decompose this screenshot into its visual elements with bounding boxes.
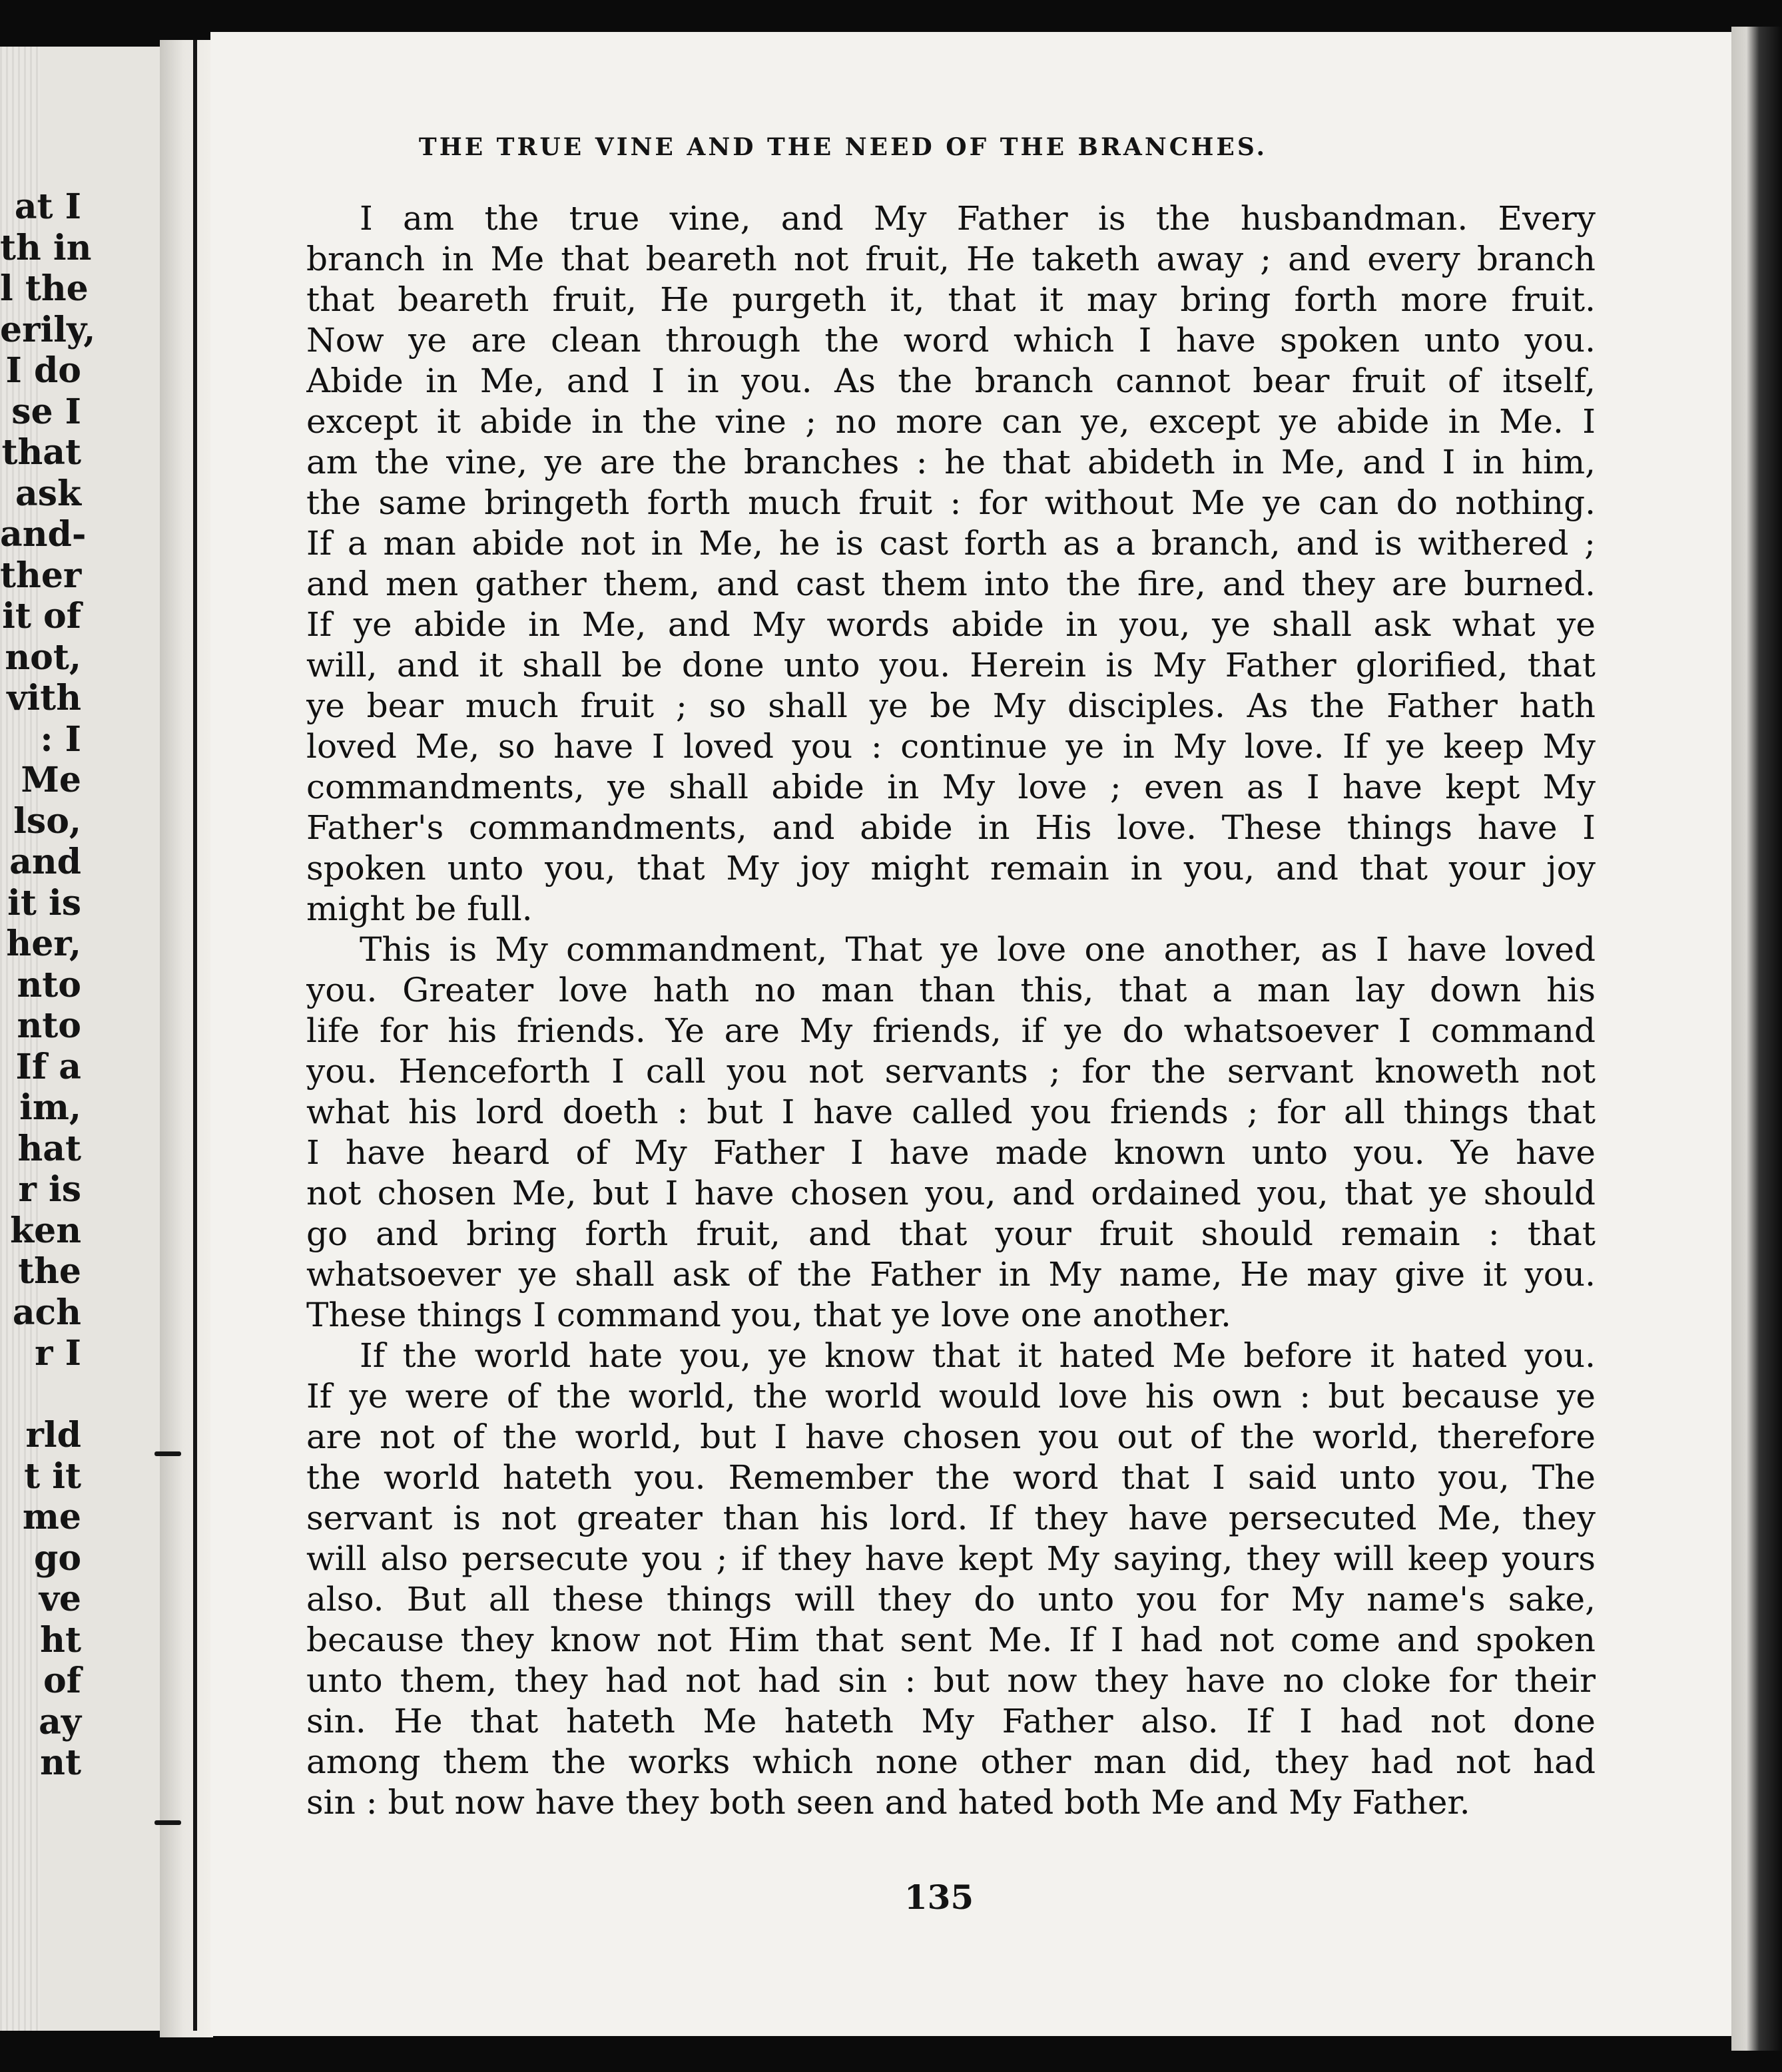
left-page-fragment: erily, [0,309,96,350]
left-page-fragment: im, [19,1087,81,1128]
right-page-edge [1731,27,1782,2051]
binding-mark-lower [154,1820,181,1825]
left-page-fragment: ken [10,1210,81,1251]
left-page-fragment: If a [15,1046,81,1087]
text-line: go and bring forth fruit, and that your fruit should remain : that [306,1214,1596,1253]
text-line: I have heard of My Father I have made known unto you. Ye have [306,1133,1596,1172]
text-line: These things I command you, that ye love one another. [306,1296,1231,1334]
binding-line [193,40,197,2031]
left-page-fragment: at I [14,186,81,227]
left-page-fragment: t it [24,1455,81,1497]
text-line: Father's commandments, and abide in His love. These things have I [306,808,1596,847]
left-page-fragment: lso, [13,800,81,842]
text-line: are not of the world, but I have chosen you out of the world, therefore [306,1418,1596,1456]
text-line: you. Henceforth I call you not servants ; for the servant knoweth not [306,1052,1596,1091]
left-page-fragment: nto [17,964,81,1005]
text-line: ye bear much fruit ; so shall ye be My disciples. As the Father hath [306,686,1596,725]
text-line: servant is not greater than his lord. If they have persecuted Me, they [306,1499,1596,1537]
left-page-fragment: r is [18,1169,81,1210]
left-page-fragment: ve [39,1579,81,1619]
left-page-fragment: hat [17,1128,81,1169]
left-page-fragment: me [22,1497,81,1537]
left-page-fragment: ther [0,555,82,596]
left-page-fragment: nt [40,1742,81,1783]
text-line: Abide in Me, and I in you. As the branch cannot bear fruit of itself, [306,362,1596,400]
text-line: sin. He that hateth Me hateth My Father also. If I had not done [306,1702,1596,1740]
text-line: because they know not Him that sent Me. If I had not come and spoken [306,1621,1596,1659]
text-line: also. But all these things will they do unto you for My name's sake, [306,1580,1596,1619]
left-page-fragment: rld [25,1415,81,1455]
left-facing-page [0,47,183,2031]
text-line: Now ye are clean through the word which I have spoken unto you. [306,321,1596,360]
text-line: loved Me, so have I loved you : continue ye in My love. If ye keep My [306,727,1596,766]
left-page-fragment: of [43,1661,81,1701]
text-line: among them the works which none other man did, they had not had [306,1742,1596,1781]
left-page-text-fragments [0,186,96,1784]
text-line: commandments, ye shall abide in My love ; even as I have kept My [306,768,1596,806]
text-line: If ye abide in Me, and My words abide in you, ye shall ask what ye [306,605,1596,644]
left-page-fragment: ht [40,1619,81,1661]
binding-mark-upper [154,1451,181,1456]
text-line: life for his friends. Ye are My friends, if ye do whatsoever I command [306,1011,1596,1050]
left-page-fragment: it of [2,596,81,637]
text-line: am the vine, ye are the branches : he that abideth in Me, and I in him, [306,443,1596,481]
text-line: sin : but now have they both seen and hated both Me and My Father. [306,1783,1470,1822]
text-line: will also persecute you ; if they have kept My saying, they will keep yours [306,1539,1596,1578]
text-line: branch in Me that beareth not fruit, He taketh away ; and every branch [306,240,1596,278]
text-line: will, and it shall be done unto you. Herein is My Father glorified, that [306,646,1596,684]
left-page-fragment: the [18,1251,81,1292]
left-page-fragment: it is [7,882,81,923]
text-line: what his lord doeth : but I have called you friends ; for all things that [306,1093,1596,1131]
left-page-fragment: nto [17,1005,81,1046]
text-line: I am the true vine, and My Father is the husbandman. Every [360,199,1596,238]
left-page-fragment: : I [40,718,81,760]
left-page-fragment [0,1374,81,1416]
left-page-fragment: th in [0,227,92,268]
left-page-fragment: Me [21,760,81,800]
left-page-fragment: vith [7,678,81,718]
left-page-fragment: r I [35,1333,81,1374]
left-page-fragment: se I [11,391,81,432]
left-page-fragment: ask [15,473,81,514]
page-number: 135 [904,1878,974,1917]
text-line: If a man abide not in Me, he is cast forth as a branch, and is withered ; [306,524,1596,563]
left-page-fragment: and [9,842,81,882]
left-page-fragment: ach [12,1292,81,1333]
left-page-fragment: her, [6,923,81,964]
left-page-fragment: ay [39,1701,81,1742]
book-gutter [160,40,213,2037]
left-page-fragment: I do [5,350,81,391]
text-line: and men gather them, and cast them into the fire, and they are burned. [306,565,1596,603]
text-line: unto them, they had not had sin : but now they have no cloke for their [306,1661,1596,1700]
text-line: the world hateth you. Remember the word that I said unto you, The [306,1458,1596,1497]
text-line: not chosen Me, but I have chosen you, and ordained you, that ye should [306,1174,1596,1212]
left-page-fragment: go [33,1537,81,1579]
running-head: THE TRUE VINE AND THE NEED OF THE BRANCHES. [418,133,1268,161]
text-line: the same bringeth forth much fruit : for without Me ye can do nothing. [306,483,1596,522]
text-line: except it abide in the vine ; no more can ye, except ye abide in Me. I [306,402,1596,441]
text-line: spoken unto you, that My joy might remain in you, and that your joy [306,849,1596,888]
text-line: If ye were of the world, the world would love his own : but because ye [306,1377,1596,1416]
text-line: This is My commandment, That ye love one another, as I have loved [360,930,1596,969]
body-text [306,198,1596,1823]
text-line: whatsoever ye shall ask of the Father in My name, He may give it you. [306,1255,1596,1294]
left-page-fragment: l the [0,268,89,309]
left-page-fragment: not, [5,637,81,678]
left-page-fragment: that [1,432,81,473]
text-line: you. Greater love hath no man than this, that a man lay down his [306,971,1596,1009]
left-page-fragment: and- [0,514,87,555]
text-line: that beareth fruit, He purgeth it, that it may bring forth more fruit. [306,280,1596,319]
text-line: If the world hate you, ye know that it hated Me before it hated you. [360,1336,1596,1375]
text-line: might be full. [306,890,533,928]
